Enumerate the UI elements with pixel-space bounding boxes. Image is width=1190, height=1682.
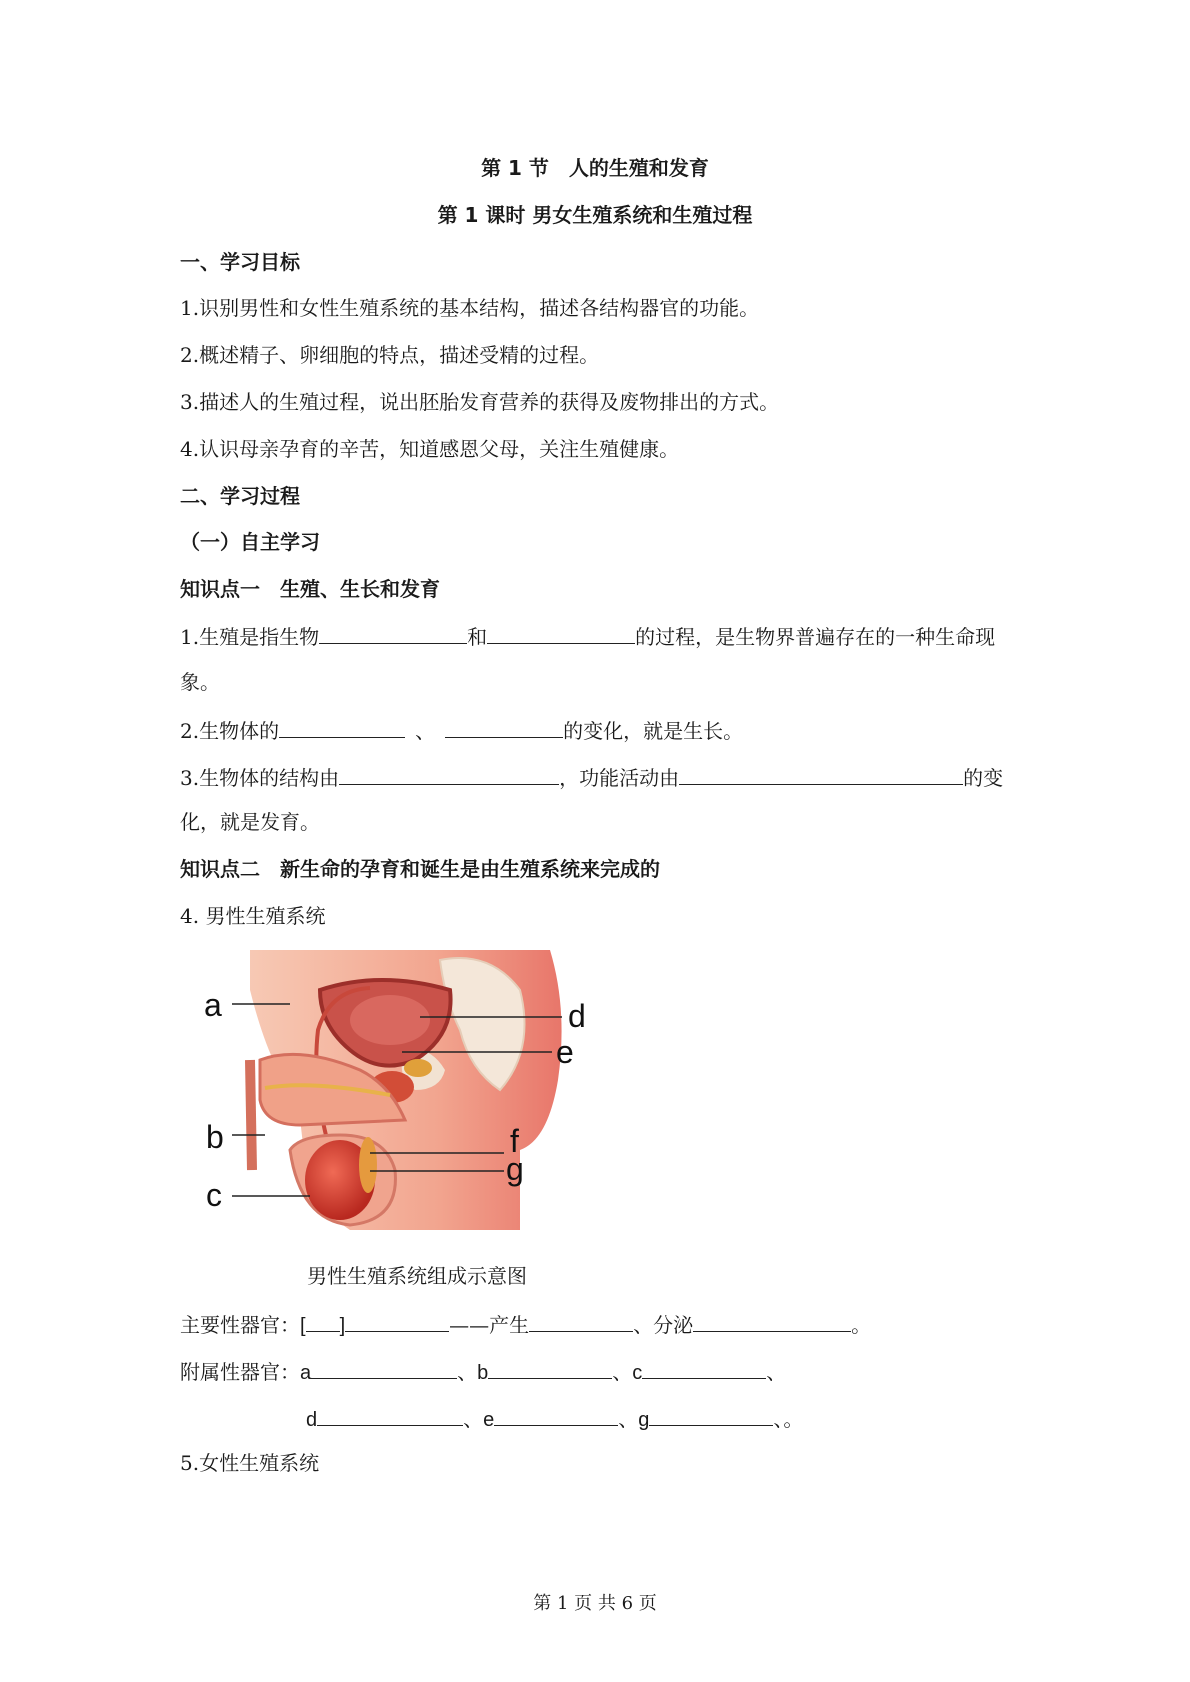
epididymis <box>359 1137 377 1193</box>
seminal-vesicle <box>404 1059 432 1077</box>
page-subtitle: 第 1 课时 男女生殖系统和生殖过程 <box>437 203 753 227</box>
answer-blank[interactable] <box>311 1356 457 1379</box>
diagram-label-f: f <box>510 1123 519 1159</box>
answer-blank[interactable] <box>487 621 635 644</box>
question-text: 的过程，是生物界普遍存在的一种生命现 <box>635 625 996 649</box>
answer-blank[interactable] <box>488 1356 612 1379</box>
goal-item: 4.认识母亲孕育的辛苦，知道感恩父母，关注生殖健康。 <box>180 437 680 461</box>
question-text: 和 <box>467 625 488 649</box>
figure-caption: 男性生殖系统组成示意图 <box>307 1264 527 1288</box>
page-title: 第 1 节 人的生殖和发育 <box>481 156 709 180</box>
answer-blank[interactable] <box>679 762 963 785</box>
question-5-heading: 5.女性生殖系统 <box>180 1451 320 1475</box>
goal-item: 2.概述精子、卵细胞的特点，描述受精的过程。 <box>180 343 600 367</box>
diagram-label-e: e <box>556 1034 574 1070</box>
question-text: 2.生物体的 <box>180 719 280 743</box>
section-heading-goals: 一、学习目标 <box>180 250 300 274</box>
subsection-heading: （一）自主学习 <box>180 530 320 554</box>
question-text: 的变化，就是生长。 <box>563 719 744 743</box>
knowledge-point-1: 知识点一 生殖、生长和发育 <box>180 577 440 601</box>
goal-item: 1.识别男性和女性生殖系统的基本结构，描述各结构器官的功能。 <box>180 296 760 320</box>
question-text: ，功能活动由 <box>559 766 680 790</box>
answer-blank[interactable] <box>345 1309 449 1332</box>
male-reproductive-diagram <box>190 950 670 1240</box>
diagram-label-g: g <box>506 1151 524 1187</box>
accessory-organ-line-2: d 、e 、g 、。 <box>306 1403 803 1434</box>
answer-blank[interactable] <box>649 1403 773 1426</box>
answer-blank[interactable] <box>317 1403 463 1426</box>
main-organ-line: 主要性器官：[ ] ——产生 、分泌 。 <box>180 1309 871 1340</box>
question-1 <box>180 621 995 651</box>
question-text: 3.生物体的结构由 <box>180 766 340 790</box>
question-text: 、分泌 <box>633 1313 694 1337</box>
question-text: 附属性器官： <box>180 1360 300 1384</box>
question-text: 象。 <box>180 670 220 694</box>
question-text: 主要性器官： <box>180 1313 300 1337</box>
question-3 <box>180 762 1003 792</box>
question-text: 化，就是发育。 <box>180 810 320 834</box>
answer-blank[interactable] <box>339 762 559 785</box>
answer-blank[interactable] <box>319 621 467 644</box>
question-4-heading: 4. 男性生殖系统 <box>180 904 326 928</box>
answer-blank[interactable] <box>279 715 405 738</box>
accessory-organ-line-1: 附属性器官：a 、b 、c 、 <box>180 1356 786 1387</box>
answer-blank[interactable] <box>642 1356 766 1379</box>
diagram-label-c: c <box>206 1177 222 1213</box>
question-2 <box>180 715 743 745</box>
diagram-label-b: b <box>206 1119 224 1155</box>
answer-blank[interactable] <box>529 1309 633 1332</box>
answer-blank[interactable] <box>306 1309 340 1332</box>
page-footer: 第 1 页 共 6 页 <box>533 1593 657 1614</box>
answer-blank[interactable] <box>693 1309 851 1332</box>
diagram-label-d: d <box>568 998 586 1034</box>
question-text: 、 <box>415 719 436 743</box>
diagram-label-a: a <box>204 987 222 1023</box>
question-text: 的变 <box>963 766 1004 790</box>
question-text: 。 <box>851 1313 872 1337</box>
answer-blank[interactable] <box>494 1403 618 1426</box>
question-text: 1.生殖是指生物 <box>180 625 320 649</box>
section-heading-process: 二、学习过程 <box>180 484 300 508</box>
question-text: ——产生 <box>449 1313 530 1337</box>
knowledge-point-2: 知识点二 新生命的孕育和诞生是由生殖系统来完成的 <box>180 857 660 881</box>
answer-blank[interactable] <box>445 715 563 738</box>
goal-item: 3.描述人的生殖过程，说出胚胎发育营养的获得及废物排出的方式。 <box>180 390 780 414</box>
